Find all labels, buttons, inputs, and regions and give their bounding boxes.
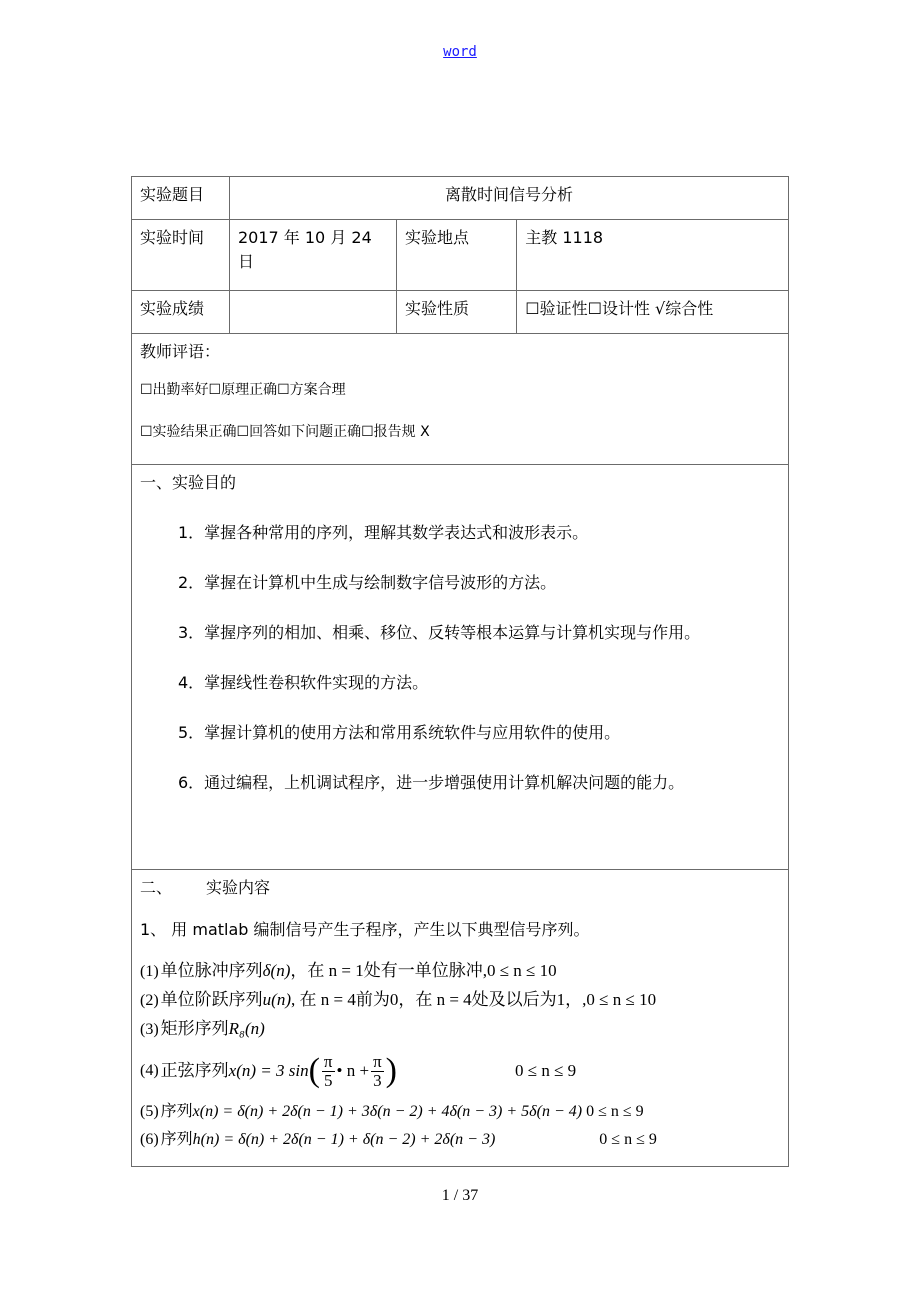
equation-6 <box>140 1127 780 1153</box>
eq4-mid: • n + <box>336 1061 370 1080</box>
row-experiment-score <box>132 291 789 334</box>
eq1-label: 单位脉冲序列 <box>160 961 263 980</box>
comments-heading: 教师评语： <box>140 342 221 361</box>
equation-3 <box>140 1016 780 1043</box>
eq3-label: 矩形序列 <box>160 1019 229 1038</box>
row-section-purpose <box>132 465 789 870</box>
eq5-range: 0 ≤ n ≤ 9 <box>586 1103 644 1120</box>
eq1-expr: δ(n) <box>262 961 291 980</box>
purpose-item: 5．掌握计算机的使用方法和常用系统软件与应用软件的使用。 <box>178 723 621 742</box>
purpose-cell <box>132 465 789 870</box>
page-indicator: 1 / 37 <box>441 1187 479 1204</box>
purpose-item: 4．掌握线性卷积软件实现的方法。 <box>178 673 429 692</box>
eq2-expr: u(n) <box>262 990 291 1009</box>
row-section-content <box>132 870 789 1167</box>
eq3-number: (3) <box>140 1021 159 1038</box>
row-experiment-time <box>132 220 789 291</box>
report-table <box>131 176 789 1167</box>
eq2-desc: , 在 n = 4前为0，在 n = 4处及以后为1，,0 ≤ n ≤ 10 <box>290 990 657 1009</box>
eq2-number: (2) <box>140 992 159 1009</box>
comments-line-2: ☐实验结果正确☐回答如下问题正确☐报告规 X <box>140 424 430 440</box>
eq4-open-paren: ( <box>308 1052 320 1089</box>
purpose-item: 3．掌握序列的相加、相乘、移位、反转等根本运算与计算机实现与作用。 <box>178 623 701 642</box>
purpose-item: 2．掌握在计算机中生成与绘制数字信号波形的方法。 <box>178 573 557 592</box>
eq5-label: 序列 <box>160 1103 193 1120</box>
place-label: 实验地点 <box>397 220 517 291</box>
score-value <box>229 291 396 334</box>
place-value: 主教 1118 <box>517 220 789 291</box>
eq3-expr: R₈(n) <box>228 1019 265 1038</box>
row-experiment-title <box>132 177 789 220</box>
header-word-link[interactable]: word <box>443 44 477 60</box>
eq4-lhs: x(n) = 3 sin <box>228 1061 309 1080</box>
row-teacher-comments <box>132 334 789 465</box>
section1-heading: 一、实验目的 <box>140 473 237 492</box>
eq2-label: 单位阶跃序列 <box>160 990 263 1009</box>
equation-1 <box>140 958 780 985</box>
eq5-number: (5) <box>140 1103 159 1120</box>
comments-line-1: ☐出勤率好☐原理正确☐方案合理 <box>140 382 346 398</box>
section2-heading-text: 实验内容 <box>206 878 271 897</box>
eq4-close-paren: ) <box>385 1052 397 1089</box>
teacher-comments-cell <box>132 334 789 465</box>
eq6-expr: h(n) = δ(n) + 2δ(n − 1) + δ(n − 2) + 2δ(n − 3) <box>192 1131 496 1148</box>
nature-label: 实验性质 <box>397 291 517 334</box>
equation-2 <box>140 987 780 1014</box>
eq4-label: 正弦序列 <box>160 1061 229 1080</box>
report-page <box>131 176 789 1167</box>
eq6-label: 序列 <box>160 1131 193 1148</box>
eq1-number: (1) <box>140 963 159 980</box>
eq4-fraction-1: $\frac{\pi}{5}$ <box>323 1051 333 1090</box>
purpose-item: 6．通过编程，上机调试程序，进一步增强使用计算机解决问题的能力。 <box>178 773 685 792</box>
purpose-item: 1．掌握各种常用的序列，理解其数学表达式和波形表示。 <box>178 523 589 542</box>
eq5-expr: x(n) = δ(n) + 2δ(n − 1) + 3δ(n − 2) + 4δ(n − 3) + 5δ(n − 4) <box>192 1103 583 1120</box>
equation-5 <box>140 1099 780 1125</box>
eq6-range: 0 ≤ n ≤ 9 <box>599 1131 657 1148</box>
time-value: 2017 年 10 月 24 日 <box>229 220 396 291</box>
time-label: 实验时间 <box>132 220 230 291</box>
eq4-range: 0 ≤ n ≤ 9 <box>514 1061 577 1080</box>
eq4-number: (4) <box>140 1062 159 1079</box>
title-value: 离散时间信号分析 <box>229 177 788 220</box>
equation-4 <box>140 1045 780 1097</box>
content-cell <box>132 870 789 1167</box>
nature-value: ☐验证性☐设计性 √综合性 <box>517 291 789 334</box>
score-label: 实验成绩 <box>132 291 230 334</box>
eq6-number: (6) <box>140 1131 159 1148</box>
section2-heading <box>140 876 780 900</box>
title-label: 实验题目 <box>132 177 230 220</box>
task-1: 1、 用 matlab 编制信号产生子程序，产生以下典型信号序列。 <box>140 920 590 939</box>
eq4-fraction-2: $\frac{\pi}{3}$ <box>373 1051 382 1090</box>
section2-heading-num: 二、 <box>140 878 173 897</box>
eq1-desc: ，在 n = 1处有一单位脉冲,0 ≤ n ≤ 10 <box>290 961 557 980</box>
